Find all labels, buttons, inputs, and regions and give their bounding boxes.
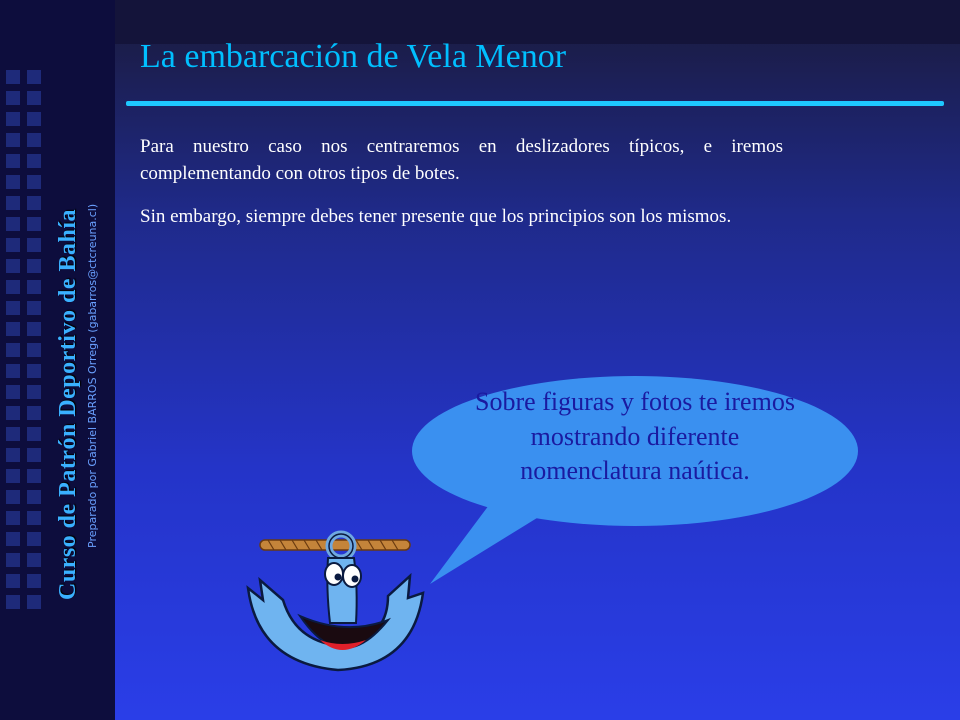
decorative-square — [27, 175, 41, 189]
decorative-square — [6, 175, 20, 189]
decorative-square — [6, 364, 20, 378]
slide-body — [140, 134, 783, 247]
decorative-square — [27, 343, 41, 357]
decorative-square — [6, 406, 20, 420]
title-underline — [126, 101, 944, 106]
decorative-square — [27, 595, 41, 609]
decorative-square — [27, 280, 41, 294]
course-title: Curso de Patrón Deportivo de Bahía — [55, 209, 81, 600]
decorative-square — [27, 91, 41, 105]
decorative-square — [27, 259, 41, 273]
author-credit: Preparado por Gabriel BARROS Orrego (gabarros@ctcreuna.cl) — [86, 203, 99, 548]
decorative-square — [6, 238, 20, 252]
decorative-square — [6, 553, 20, 567]
decorative-square — [6, 343, 20, 357]
decorative-square — [6, 532, 20, 546]
decorative-square — [27, 133, 41, 147]
decorative-square — [6, 490, 20, 504]
decorative-square — [27, 427, 41, 441]
decorative-square — [27, 490, 41, 504]
cartoon-anchor-icon — [238, 528, 428, 678]
decorative-square — [27, 553, 41, 567]
decorative-square — [6, 385, 20, 399]
decorative-square — [6, 154, 20, 168]
slide-title: La embarcación de Vela Menor — [140, 38, 567, 75]
decorative-square — [27, 511, 41, 525]
decorative-square — [6, 448, 20, 462]
decorative-square — [6, 280, 20, 294]
decorative-squares — [6, 70, 41, 609]
decorative-square — [27, 364, 41, 378]
decorative-square — [6, 595, 20, 609]
decorative-square — [27, 385, 41, 399]
decorative-square — [27, 532, 41, 546]
decorative-square — [6, 574, 20, 588]
decorative-square — [27, 217, 41, 231]
decorative-square — [6, 196, 20, 210]
decorative-square — [27, 448, 41, 462]
decorative-square — [6, 511, 20, 525]
decorative-square — [27, 406, 41, 420]
decorative-square — [6, 322, 20, 336]
decorative-square — [27, 322, 41, 336]
bubble-text: Sobre figuras y fotos te iremos mostrando diferente nomenclatura naútica. — [475, 387, 795, 486]
decorative-square — [27, 469, 41, 483]
decorative-square — [27, 112, 41, 126]
decorative-square — [27, 574, 41, 588]
decorative-square — [6, 469, 20, 483]
decorative-square — [27, 238, 41, 252]
decorative-square — [6, 70, 20, 84]
paragraph-2: Sin embargo, siempre debes tener presente que los principios son los mismos. — [140, 205, 732, 227]
decorative-square — [6, 301, 20, 315]
decorative-square — [6, 112, 20, 126]
decorative-square — [27, 301, 41, 315]
decorative-square — [27, 154, 41, 168]
decorative-square — [6, 133, 20, 147]
decorative-square — [27, 70, 41, 84]
decorative-square — [6, 427, 20, 441]
paragraph-1: Para nuestro caso nos centraremos en deslizadores típicos, e iremos complementando con otros tipos de botes. — [140, 136, 783, 184]
decorative-square — [6, 259, 20, 273]
decorative-square — [6, 217, 20, 231]
decorative-square — [27, 196, 41, 210]
decorative-square — [6, 91, 20, 105]
